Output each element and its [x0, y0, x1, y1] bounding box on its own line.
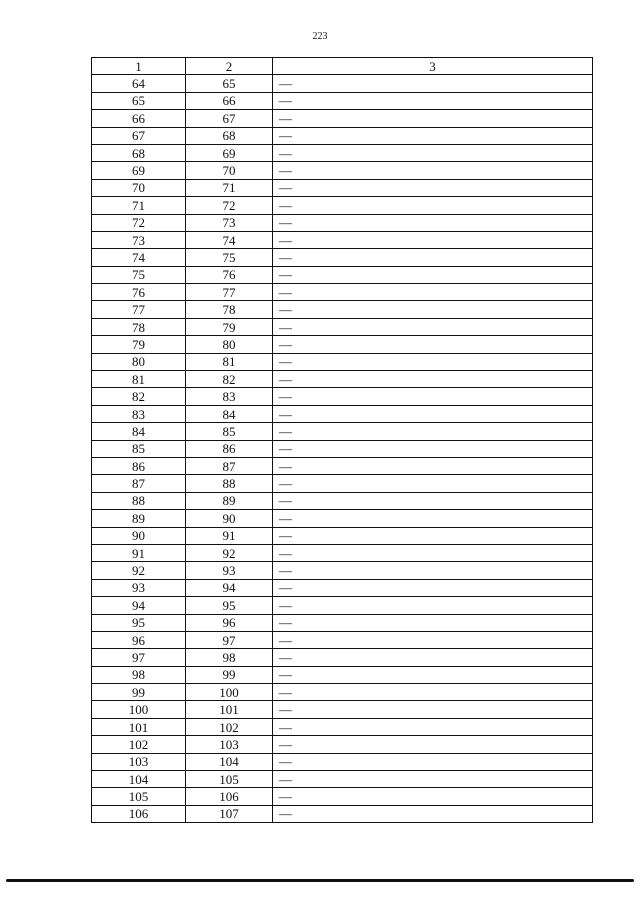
cell-col-1: 91: [92, 544, 186, 561]
cell-col-2: 83: [186, 388, 273, 405]
cell-col-2: 79: [186, 318, 273, 335]
cell-col-2: 93: [186, 562, 273, 579]
table-row: [92, 179, 593, 196]
table-row: [92, 92, 593, 109]
column-header-2: 2: [186, 58, 273, 75]
table-row: [92, 718, 593, 735]
cell-col-1: 98: [92, 666, 186, 683]
table-row: [92, 197, 593, 214]
cell-col-3: —: [273, 197, 593, 214]
cell-col-2: 101: [186, 701, 273, 718]
cell-col-3: —: [273, 788, 593, 805]
cell-col-2: 94: [186, 579, 273, 596]
cell-col-3: —: [273, 771, 593, 788]
table-row: [92, 805, 593, 822]
cell-col-2: 92: [186, 544, 273, 561]
cell-col-2: 71: [186, 179, 273, 196]
cell-col-2: 87: [186, 457, 273, 474]
table-row: [92, 371, 593, 388]
cell-col-3: —: [273, 475, 593, 492]
cell-col-3: —: [273, 597, 593, 614]
cell-col-3: —: [273, 318, 593, 335]
cell-col-3: —: [273, 544, 593, 561]
table-row: [92, 284, 593, 301]
table-row: [92, 562, 593, 579]
cell-col-3: —: [273, 144, 593, 161]
cell-col-2: 86: [186, 440, 273, 457]
cell-col-3: —: [273, 75, 593, 92]
cell-col-1: 97: [92, 649, 186, 666]
cell-col-1: 72: [92, 214, 186, 231]
cell-col-1: 100: [92, 701, 186, 718]
table-row: [92, 544, 593, 561]
cell-col-3: —: [273, 736, 593, 753]
data-table: [91, 57, 593, 823]
cell-col-2: 78: [186, 301, 273, 318]
cell-col-1: 101: [92, 718, 186, 735]
cell-col-1: 83: [92, 405, 186, 422]
cell-col-1: 96: [92, 631, 186, 648]
table-row: [92, 579, 593, 596]
cell-col-1: 64: [92, 75, 186, 92]
table-row: [92, 666, 593, 683]
cell-col-3: —: [273, 684, 593, 701]
cell-col-1: 75: [92, 266, 186, 283]
table-row: [92, 301, 593, 318]
cell-col-1: 70: [92, 179, 186, 196]
cell-col-3: —: [273, 249, 593, 266]
cell-col-2: 89: [186, 492, 273, 509]
header-row: [92, 58, 593, 75]
cell-col-1: 69: [92, 162, 186, 179]
table-row: [92, 266, 593, 283]
table-row: [92, 388, 593, 405]
cell-col-2: 76: [186, 266, 273, 283]
cell-col-1: 92: [92, 562, 186, 579]
cell-col-1: 68: [92, 144, 186, 161]
cell-col-3: —: [273, 214, 593, 231]
cell-col-1: 67: [92, 127, 186, 144]
cell-col-3: —: [273, 423, 593, 440]
cell-col-2: 100: [186, 684, 273, 701]
cell-col-3: —: [273, 92, 593, 109]
cell-col-3: —: [273, 371, 593, 388]
cell-col-2: 65: [186, 75, 273, 92]
table-row: [92, 127, 593, 144]
cell-col-2: 106: [186, 788, 273, 805]
cell-col-2: 97: [186, 631, 273, 648]
table-row: [92, 353, 593, 370]
cell-col-1: 105: [92, 788, 186, 805]
cell-col-2: 75: [186, 249, 273, 266]
cell-col-1: 82: [92, 388, 186, 405]
cell-col-3: —: [273, 457, 593, 474]
cell-col-2: 98: [186, 649, 273, 666]
cell-col-1: 106: [92, 805, 186, 822]
cell-col-1: 103: [92, 753, 186, 770]
cell-col-2: 82: [186, 371, 273, 388]
cell-col-2: 84: [186, 405, 273, 422]
bottom-rule: [6, 879, 634, 882]
cell-col-2: 73: [186, 214, 273, 231]
cell-col-3: —: [273, 162, 593, 179]
cell-col-3: —: [273, 231, 593, 248]
cell-col-1: 80: [92, 353, 186, 370]
cell-col-2: 90: [186, 510, 273, 527]
table-row: [92, 788, 593, 805]
table-row: [92, 527, 593, 544]
table-row: [92, 510, 593, 527]
cell-col-3: —: [273, 353, 593, 370]
cell-col-3: —: [273, 718, 593, 735]
table-row: [92, 736, 593, 753]
column-header-3: 3: [273, 58, 593, 75]
cell-col-1: 86: [92, 457, 186, 474]
table-row: [92, 457, 593, 474]
table-row: [92, 684, 593, 701]
cell-col-2: 66: [186, 92, 273, 109]
table-row: [92, 649, 593, 666]
table-row: [92, 771, 593, 788]
cell-col-3: —: [273, 336, 593, 353]
cell-col-2: 70: [186, 162, 273, 179]
cell-col-1: 84: [92, 423, 186, 440]
table-row: [92, 405, 593, 422]
cell-col-3: —: [273, 440, 593, 457]
cell-col-2: 102: [186, 718, 273, 735]
table-row: [92, 701, 593, 718]
cell-col-1: 88: [92, 492, 186, 509]
cell-col-3: —: [273, 649, 593, 666]
table-row: [92, 475, 593, 492]
table-row: [92, 231, 593, 248]
cell-col-1: 93: [92, 579, 186, 596]
cell-col-1: 73: [92, 231, 186, 248]
cell-col-2: 68: [186, 127, 273, 144]
table-row: [92, 631, 593, 648]
cell-col-3: —: [273, 301, 593, 318]
cell-col-3: —: [273, 127, 593, 144]
table-row: [92, 249, 593, 266]
cell-col-2: 85: [186, 423, 273, 440]
cell-col-1: 104: [92, 771, 186, 788]
cell-col-2: 80: [186, 336, 273, 353]
cell-col-2: 74: [186, 231, 273, 248]
cell-col-1: 102: [92, 736, 186, 753]
cell-col-1: 94: [92, 597, 186, 614]
cell-col-1: 99: [92, 684, 186, 701]
cell-col-2: 103: [186, 736, 273, 753]
table-body: [92, 75, 593, 823]
cell-col-1: 65: [92, 92, 186, 109]
cell-col-1: 71: [92, 197, 186, 214]
cell-col-1: 85: [92, 440, 186, 457]
cell-col-1: 76: [92, 284, 186, 301]
table-row: [92, 492, 593, 509]
cell-col-2: 99: [186, 666, 273, 683]
cell-col-1: 95: [92, 614, 186, 631]
table-row: [92, 214, 593, 231]
cell-col-3: —: [273, 666, 593, 683]
cell-col-3: —: [273, 579, 593, 596]
cell-col-3: —: [273, 753, 593, 770]
cell-col-3: —: [273, 492, 593, 509]
cell-col-3: —: [273, 179, 593, 196]
cell-col-2: 72: [186, 197, 273, 214]
cell-col-2: 81: [186, 353, 273, 370]
table-header: [92, 58, 593, 75]
table-row: [92, 75, 593, 92]
cell-col-2: 104: [186, 753, 273, 770]
table-row: [92, 318, 593, 335]
table-row: [92, 336, 593, 353]
table-row: [92, 753, 593, 770]
cell-col-3: —: [273, 614, 593, 631]
cell-col-1: 87: [92, 475, 186, 492]
cell-col-3: —: [273, 266, 593, 283]
cell-col-3: —: [273, 562, 593, 579]
cell-col-2: 69: [186, 144, 273, 161]
cell-col-2: 95: [186, 597, 273, 614]
table-row: [92, 144, 593, 161]
cell-col-3: —: [273, 631, 593, 648]
cell-col-2: 107: [186, 805, 273, 822]
cell-col-3: —: [273, 527, 593, 544]
cell-col-3: —: [273, 388, 593, 405]
cell-col-3: —: [273, 805, 593, 822]
cell-col-1: 66: [92, 110, 186, 127]
cell-col-3: —: [273, 701, 593, 718]
cell-col-1: 81: [92, 371, 186, 388]
cell-col-1: 79: [92, 336, 186, 353]
table-row: [92, 597, 593, 614]
table-row: [92, 162, 593, 179]
cell-col-2: 67: [186, 110, 273, 127]
column-header-1: 1: [92, 58, 186, 75]
table-row: [92, 614, 593, 631]
table-row: [92, 423, 593, 440]
page-number: 223: [312, 31, 328, 42]
table-row: [92, 440, 593, 457]
cell-col-3: —: [273, 110, 593, 127]
cell-col-1: 74: [92, 249, 186, 266]
cell-col-3: —: [273, 510, 593, 527]
table-row: [92, 110, 593, 127]
cell-col-2: 96: [186, 614, 273, 631]
cell-col-3: —: [273, 284, 593, 301]
cell-col-2: 77: [186, 284, 273, 301]
cell-col-1: 89: [92, 510, 186, 527]
cell-col-2: 88: [186, 475, 273, 492]
cell-col-3: —: [273, 405, 593, 422]
cell-col-1: 90: [92, 527, 186, 544]
cell-col-2: 105: [186, 771, 273, 788]
cell-col-2: 91: [186, 527, 273, 544]
cell-col-1: 77: [92, 301, 186, 318]
cell-col-1: 78: [92, 318, 186, 335]
